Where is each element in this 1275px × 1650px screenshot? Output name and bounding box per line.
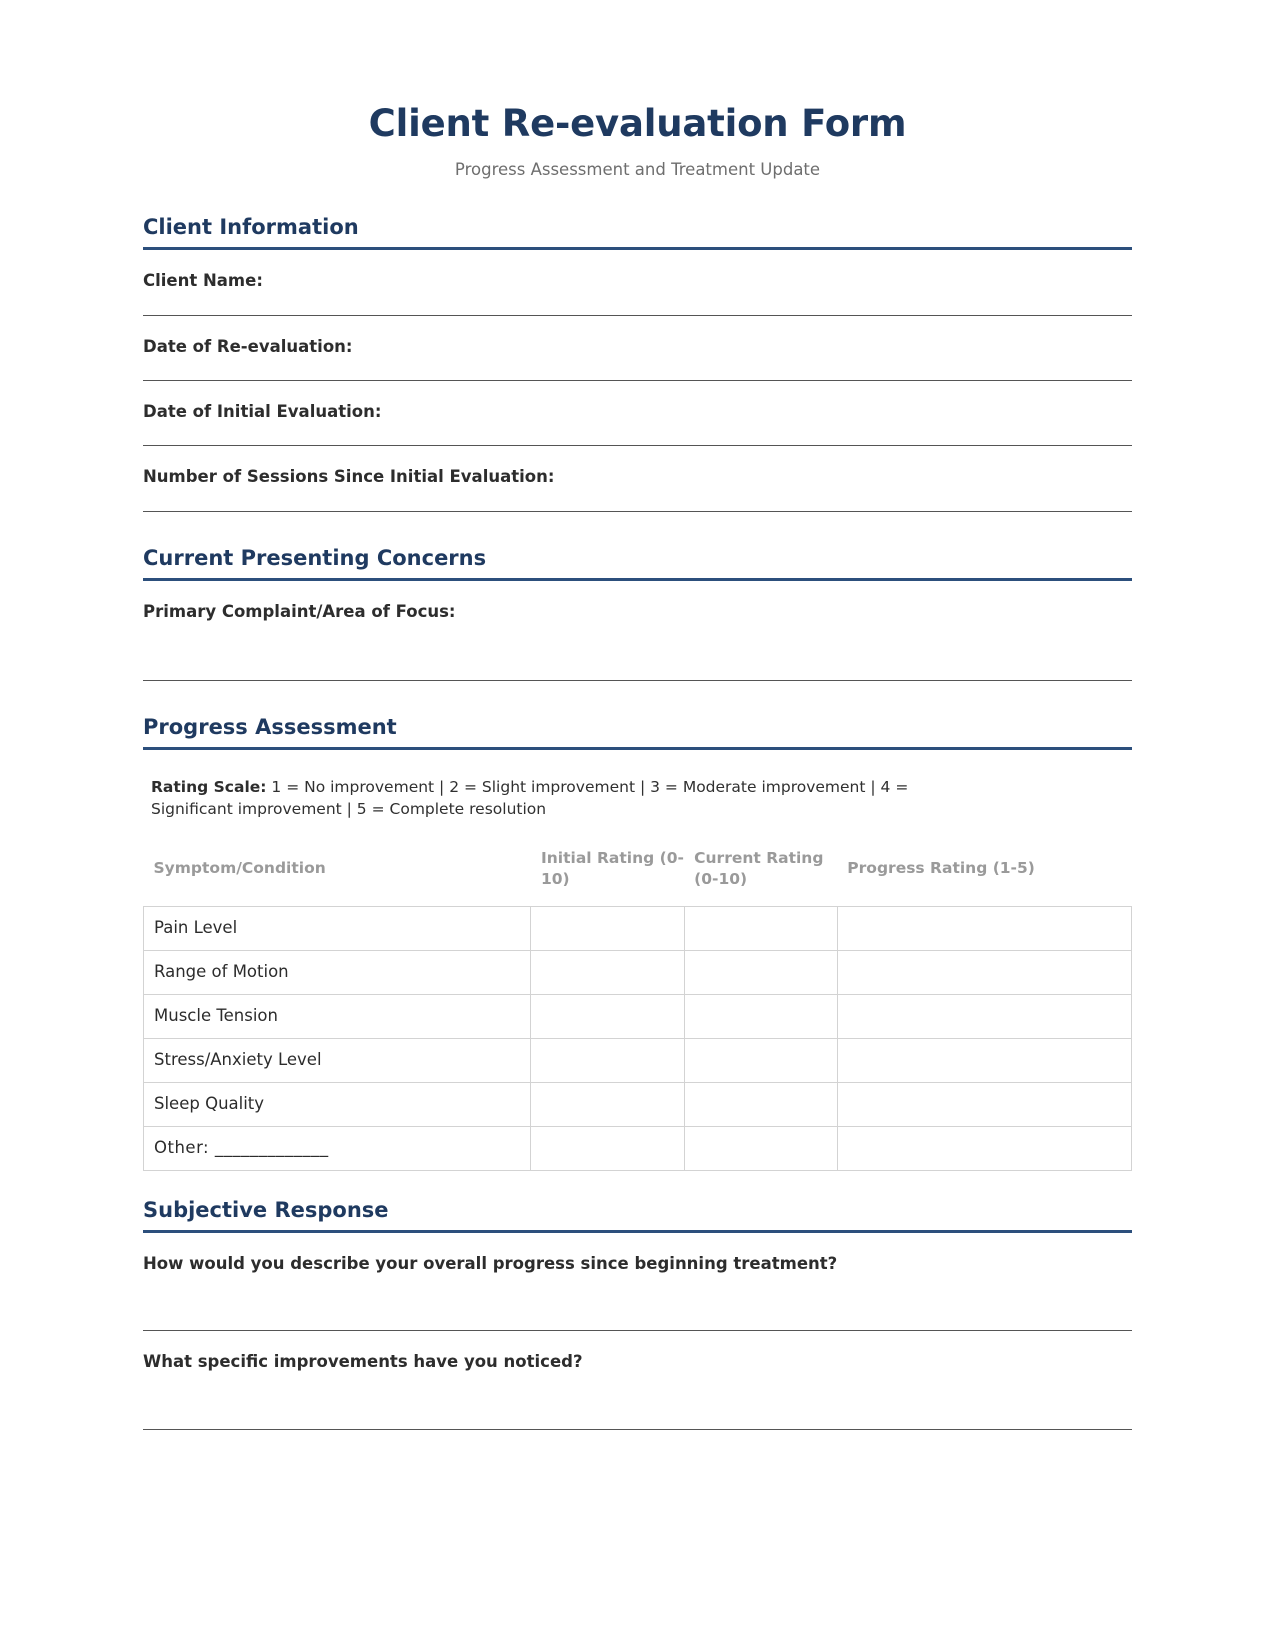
section-client-information [143,214,1132,512]
field-label: What specific improvements have you noticed? [143,1352,583,1372]
section-heading-subjective-response: Subjective Response [143,1197,389,1222]
cell-progress-rating[interactable] [837,1126,1131,1170]
column-header-current-rating: Current Rating (0-10) [694,848,824,888]
table-row [144,1126,1132,1170]
section-current-presenting-concerns [143,545,1132,681]
cell-progress-rating[interactable] [837,950,1131,994]
section-heading-progress-assessment: Progress Assessment [143,714,397,739]
page-subtitle: Progress Assessment and Treatment Update [454,160,821,180]
cell-symptom: Sleep Quality [144,1082,531,1126]
cell-initial-rating[interactable] [531,1082,684,1126]
cell-progress-rating[interactable] [837,1038,1131,1082]
field-label: Client Name: [143,271,263,291]
cell-progress-rating[interactable] [837,1082,1131,1126]
cell-initial-rating[interactable] [531,1038,684,1082]
table-row [144,1038,1132,1082]
column-header-symptom: Symptom/Condition [153,859,326,878]
field-label: Date of Re-evaluation: [143,336,353,356]
section-progress-assessment [143,714,1132,1171]
field-label: How would you describe your overall progress since beginning treatment? [143,1253,838,1273]
cell-current-rating[interactable] [684,1082,837,1126]
table-row [144,994,1132,1038]
column-header-initial-rating: Initial Rating (0-10) [540,848,684,888]
table-header-row [144,848,1132,906]
cell-current-rating[interactable] [684,906,837,950]
section-subjective-response [143,1197,1132,1430]
field-label: Number of Sessions Since Initial Evaluation: [143,467,555,487]
date-of-initial-evaluation-input[interactable] [143,422,1132,446]
client-name-input[interactable] [143,292,1132,316]
rating-scale-text: 1 = No improvement | 2 = Slight improvement | 3 = Moderate improvement | 4 = Significant improvement | 5 = Complete resolution [151,777,909,819]
section-heading-client-information: Client Information [143,214,359,239]
number-of-sessions-input[interactable] [143,488,1132,512]
field-label: Date of Initial Evaluation: [143,401,382,421]
date-of-reevaluation-input[interactable] [143,357,1132,381]
field-date-of-initial-evaluation [143,381,1132,446]
cell-initial-rating[interactable] [531,950,684,994]
overall-progress-input[interactable] [143,1274,1132,1331]
cell-progress-rating[interactable] [837,906,1131,950]
cell-current-rating[interactable] [684,994,837,1038]
cell-current-rating[interactable] [684,1038,837,1082]
field-overall-progress-question [143,1233,1132,1331]
field-date-of-reevaluation [143,316,1132,381]
cell-initial-rating[interactable] [531,994,684,1038]
cell-symptom: Stress/Anxiety Level [144,1038,531,1082]
field-specific-improvements-question [143,1331,1132,1429]
rating-scale-note [143,750,997,821]
cell-symptom: Pain Level [144,906,531,950]
field-primary-complaint [143,581,1132,680]
field-label: Primary Complaint/Area of Focus: [143,602,456,622]
cell-symptom-other[interactable]: Other: _____________ [144,1126,531,1170]
table-row [144,906,1132,950]
primary-complaint-input[interactable] [143,623,1132,681]
section-heading-current-presenting-concerns: Current Presenting Concerns [143,545,487,570]
cell-progress-rating[interactable] [837,994,1131,1038]
field-client-name [143,250,1132,315]
specific-improvements-input[interactable] [143,1373,1132,1430]
cell-symptom: Muscle Tension [144,994,531,1038]
page-title: Client Re-evaluation Form [368,102,907,145]
field-number-of-sessions [143,446,1132,511]
cell-current-rating[interactable] [684,1126,837,1170]
table-row [144,950,1132,994]
column-header-progress-rating: Progress Rating (1-5) [847,859,1035,878]
cell-symptom: Range of Motion [144,950,531,994]
cell-initial-rating[interactable] [531,906,684,950]
cell-current-rating[interactable] [684,950,837,994]
progress-rating-table [143,848,1132,1171]
cell-initial-rating[interactable] [531,1126,684,1170]
table-row [144,1082,1132,1126]
rating-scale-label: Rating Scale: [151,777,267,796]
